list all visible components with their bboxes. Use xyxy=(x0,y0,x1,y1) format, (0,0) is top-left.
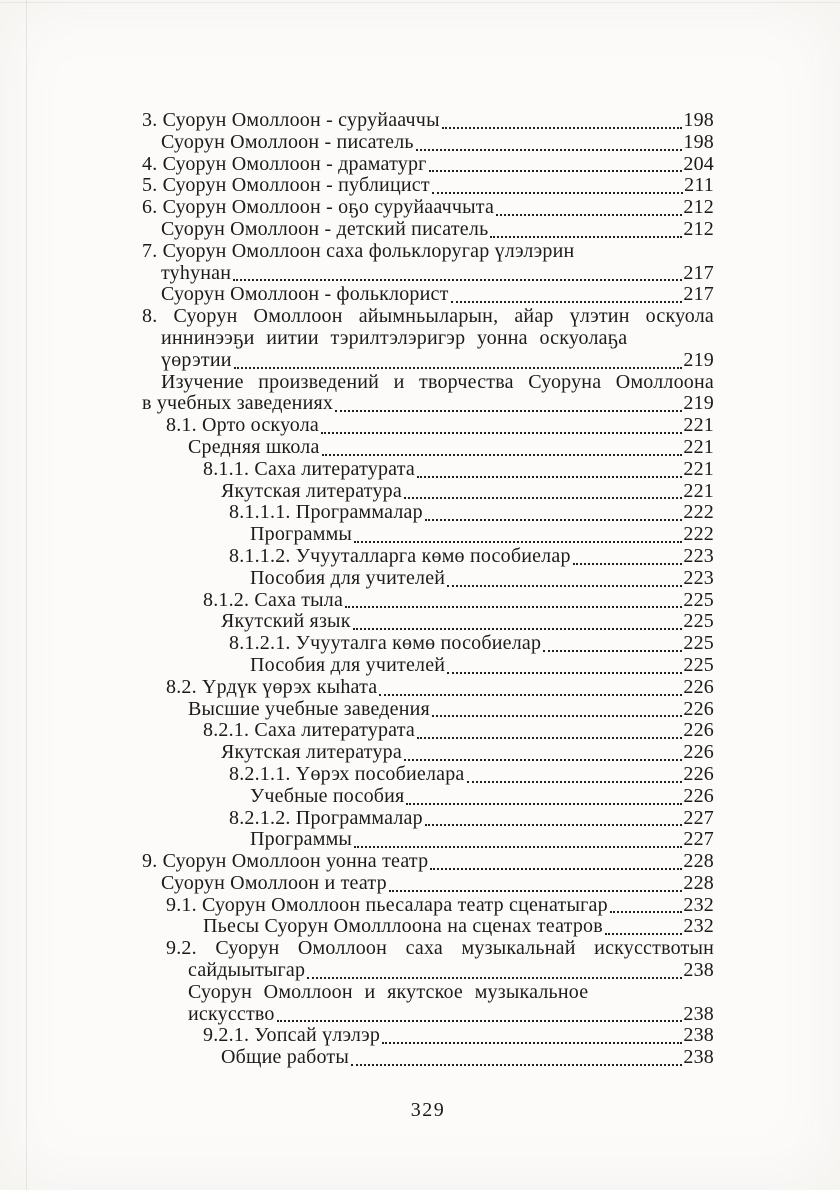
toc-entry-text: 8.1.2. Саха тыла xyxy=(203,588,344,611)
toc-row xyxy=(0,132,714,154)
toc-entry-text: 9. Суорун Омоллоон уонна театр xyxy=(142,850,429,873)
toc-entry-text: Средняя школа xyxy=(188,435,320,458)
toc-page-number: 226 xyxy=(683,697,714,720)
toc-row xyxy=(0,1004,714,1026)
dot-leader xyxy=(425,808,683,827)
dot-leader xyxy=(379,677,682,696)
toc-entry-text: Программы xyxy=(250,523,353,546)
toc-row xyxy=(0,982,714,1004)
toc-entry-text: 8.2.1.2. Программалар xyxy=(229,806,423,829)
toc-entry-text: Суорун Омоллоон - писатель xyxy=(161,130,414,153)
toc-row xyxy=(0,415,714,437)
toc-row xyxy=(0,219,714,241)
toc-page-number: 204 xyxy=(683,152,714,175)
footer-page-number: 329 xyxy=(410,1099,446,1121)
toc-entry-text: Учебные пособия xyxy=(250,784,405,807)
dot-leader xyxy=(496,197,682,216)
dot-leader xyxy=(406,786,682,805)
toc-entry-text: сайдыытыгар xyxy=(188,959,306,982)
toc-row xyxy=(0,372,714,394)
toc-row xyxy=(0,350,714,372)
toc-row xyxy=(0,154,714,176)
toc-entry-text: Общие работы xyxy=(221,1046,349,1069)
dot-leader xyxy=(467,764,683,783)
toc-page-number: 228 xyxy=(683,850,714,873)
toc-row xyxy=(0,829,714,851)
toc-entry-text: 7. Суорун Омоллоон саха фольклоругар үлэлэрин xyxy=(142,239,575,262)
dot-leader xyxy=(543,633,682,652)
toc-row xyxy=(0,175,714,197)
dot-leader xyxy=(382,1025,682,1044)
toc-row xyxy=(0,328,714,350)
toc-row xyxy=(0,699,714,721)
dot-leader xyxy=(322,437,683,456)
toc-row xyxy=(0,284,714,306)
dot-leader xyxy=(321,415,682,434)
toc-page-number: 226 xyxy=(683,784,714,807)
toc-page-number: 238 xyxy=(683,1024,714,1047)
dot-leader xyxy=(417,459,682,478)
toc-row xyxy=(0,655,714,677)
dot-leader xyxy=(573,546,683,565)
toc-page-number: 221 xyxy=(683,479,714,502)
toc-row xyxy=(0,1025,714,1047)
toc-page-number: 226 xyxy=(683,719,714,742)
toc-row xyxy=(0,393,714,415)
toc-row xyxy=(0,916,714,938)
dot-leader xyxy=(417,720,682,739)
dot-leader xyxy=(610,895,683,914)
toc-row xyxy=(0,568,714,590)
toc-page-number: 227 xyxy=(683,806,714,829)
toc-entry-text: Якутский язык xyxy=(221,610,351,633)
dot-leader xyxy=(442,110,683,129)
toc-page-number: 198 xyxy=(683,130,714,153)
toc-page-number: 225 xyxy=(683,632,714,655)
dot-leader xyxy=(447,655,682,674)
toc-entry-text: Суорун Омоллоон и якутское музыкальное xyxy=(188,980,589,1003)
dot-leader xyxy=(490,219,682,238)
toc-entry-text: Изучение произведений и творчества Суоруна Омоллоона xyxy=(161,370,714,393)
toc-page-number: 225 xyxy=(683,610,714,633)
toc-entry-text: Суорун Омоллоон и театр xyxy=(161,871,387,894)
toc-entry-text: Пособия для учителей xyxy=(250,566,446,589)
toc-page-number: 223 xyxy=(683,566,714,589)
dot-leader xyxy=(432,175,683,194)
toc-entry-text: искусство xyxy=(188,1002,275,1025)
dot-leader xyxy=(354,829,682,848)
toc-page-number: 217 xyxy=(683,283,714,306)
toc-entry-text: 8.2.1. Саха литературата xyxy=(203,719,415,742)
toc-row xyxy=(0,938,714,960)
toc-page-number: 232 xyxy=(683,893,714,916)
toc-row xyxy=(0,873,714,895)
dot-leader xyxy=(432,699,682,718)
toc-entry-text: 8.1. Орто оскуола xyxy=(166,414,319,437)
toc-entry-text: 8.1.1.1. Программалар xyxy=(229,501,423,524)
toc-row xyxy=(0,742,714,764)
toc-entry-text: Программы xyxy=(250,828,353,851)
toc-row xyxy=(0,851,714,873)
toc-page-number: 238 xyxy=(683,1002,714,1025)
toc-entry-text: 8.2. Үрдүк үөрэх кыһата xyxy=(166,675,378,698)
page-footer xyxy=(142,1099,714,1121)
toc-entry-text: Суорун Омоллоон - фольклорист xyxy=(161,283,449,306)
dot-leader xyxy=(354,524,682,543)
toc-row xyxy=(0,808,714,830)
toc-row xyxy=(0,546,714,568)
toc-page-number: 221 xyxy=(683,457,714,480)
toc-page-number: 225 xyxy=(683,588,714,611)
toc-row xyxy=(0,437,714,459)
toc-row xyxy=(0,895,714,917)
toc-row xyxy=(0,1047,714,1069)
dot-leader xyxy=(307,960,682,979)
dot-leader xyxy=(335,393,682,412)
toc-page-number: 238 xyxy=(683,1046,714,1069)
toc-row xyxy=(0,524,714,546)
toc-page-number: 227 xyxy=(683,828,714,851)
toc-row xyxy=(0,263,714,285)
dot-leader xyxy=(351,1047,682,1066)
scan-edge-line-top xyxy=(0,2,840,3)
toc-entry-text: 4. Суорун Омоллоон - драматург xyxy=(142,152,427,175)
dot-leader xyxy=(353,611,683,630)
toc-entry-text: 3. Суорун Омоллоон - суруйааччы xyxy=(142,109,440,131)
toc-page-number: 219 xyxy=(683,392,714,415)
toc-entry-text: үөрэтии xyxy=(161,348,232,371)
table-of-contents xyxy=(0,110,714,1069)
toc-entry-text: 9.2.1. Уопсай үлэлэр xyxy=(203,1024,381,1047)
toc-entry-text: Якутская литература xyxy=(221,741,402,764)
toc-entry-text: 9.1. Суорун Омоллоон пьесалара театр сценатыгар xyxy=(166,893,608,916)
toc-entry-text: в учебных заведениях xyxy=(142,392,334,415)
toc-row xyxy=(0,306,714,328)
toc-page-number: 212 xyxy=(683,196,714,219)
toc-row xyxy=(0,720,714,742)
toc-page-number: 226 xyxy=(683,762,714,785)
toc-page-number: 221 xyxy=(683,435,714,458)
dot-leader xyxy=(451,284,683,303)
toc-page-number: 226 xyxy=(683,675,714,698)
toc-row xyxy=(0,960,714,982)
toc-entry-text: 8.2.1.1. Үөрэх пособиелара xyxy=(229,762,465,785)
dot-leader xyxy=(425,502,683,521)
toc-page-number: 211 xyxy=(684,174,714,197)
toc-page-number: 228 xyxy=(683,871,714,894)
toc-page-number: 219 xyxy=(683,348,714,371)
toc-entry-text: Высшие учебные заведения xyxy=(188,697,430,720)
dot-leader xyxy=(277,1004,683,1023)
toc-row xyxy=(0,197,714,219)
toc-row xyxy=(0,677,714,699)
dot-leader xyxy=(447,568,682,587)
dot-leader xyxy=(233,263,682,282)
toc-entry-text: Якутская литература xyxy=(221,479,402,502)
dot-leader xyxy=(234,350,683,369)
toc-page-number: 223 xyxy=(683,544,714,567)
toc-row xyxy=(0,502,714,524)
toc-entry-text: 8.1.2.1. Учууталга көмө пособиелар xyxy=(229,632,542,655)
toc-row xyxy=(0,110,714,132)
toc-row xyxy=(0,241,714,263)
toc-entry-text: Суорун Омоллоон - детский писатель xyxy=(161,217,489,240)
toc-entry-text: 8.1.1. Саха литературата xyxy=(203,457,415,480)
toc-page-number: 232 xyxy=(683,915,714,938)
toc-row xyxy=(0,633,714,655)
toc-page-number: 217 xyxy=(683,261,714,284)
toc-page-number: 225 xyxy=(683,653,714,676)
dot-leader xyxy=(404,481,682,500)
toc-entry-text: Пособия для учителей xyxy=(250,653,446,676)
toc-entry-text: 8.1.1.2. Учууталларга көмө пособиелар xyxy=(229,544,571,567)
toc-row xyxy=(0,459,714,481)
toc-row xyxy=(0,764,714,786)
dot-leader xyxy=(416,132,683,151)
toc-page-number: 222 xyxy=(683,501,714,524)
toc-page-number: 198 xyxy=(683,109,714,131)
dot-leader xyxy=(389,873,683,892)
dot-leader xyxy=(404,742,682,761)
toc-entry-text: 5. Суорун Омоллоон - публицист xyxy=(142,174,430,197)
toc-page-number: 238 xyxy=(683,959,714,982)
toc-entry-text: 8. Суорун Омоллоон айымньыларын, айар үлэтин оскуола xyxy=(142,305,714,328)
toc-row xyxy=(0,786,714,808)
toc-page-number: 221 xyxy=(683,414,714,437)
toc-entry-text: 6. Суорун Омоллоон - оҕо суруйааччыта xyxy=(142,196,495,219)
toc-row xyxy=(0,590,714,612)
toc-row xyxy=(0,611,714,633)
toc-row xyxy=(0,481,714,503)
toc-page-number: 222 xyxy=(683,523,714,546)
toc-entry-text: иннинээҕи иитии тэрилтэлэригэр уонна оскуолаҕа xyxy=(161,326,628,349)
toc-entry-text: Пьесы Суорун Омолллоона на сценах театров xyxy=(203,915,603,938)
dot-leader xyxy=(429,154,683,173)
toc-entry-text: 9.2. Суорун Омоллоон саха музыкальнай искусствотын xyxy=(166,937,714,960)
toc-entry-text: туһунан xyxy=(161,261,232,284)
dot-leader xyxy=(345,590,682,609)
dot-leader xyxy=(430,851,682,870)
dot-leader xyxy=(605,916,683,935)
toc-page-number: 226 xyxy=(683,741,714,764)
toc-page-number: 212 xyxy=(683,217,714,240)
